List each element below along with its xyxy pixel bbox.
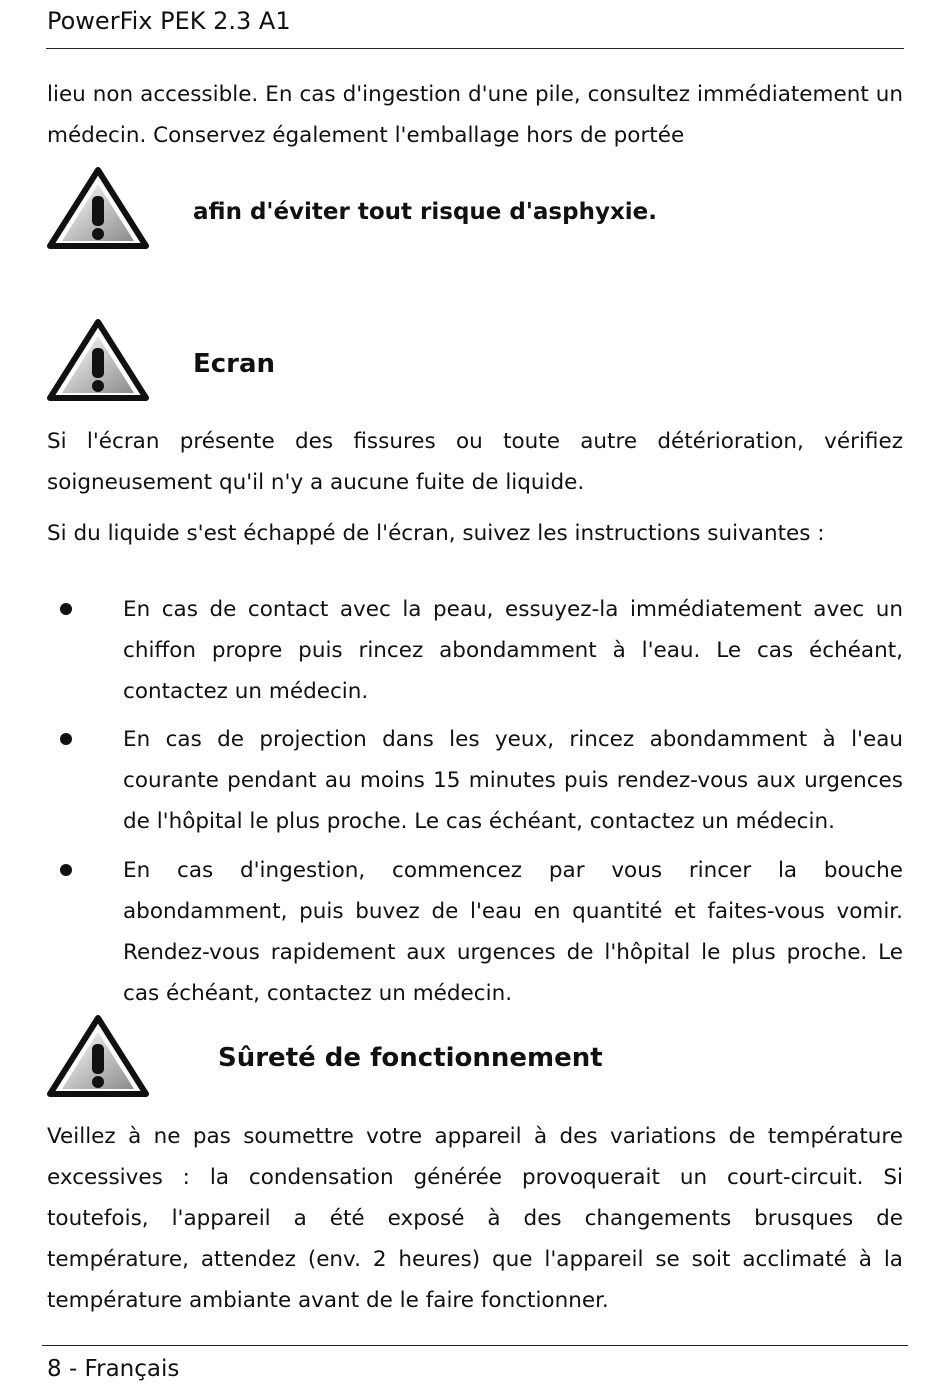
page-number: 8 - Français bbox=[47, 1356, 180, 1382]
bullet-dot bbox=[60, 603, 72, 615]
intro-line-1: lieu non accessible. En cas d'ingestion d'une pile, consultez immédiatement un bbox=[47, 82, 903, 107]
warning-triangle-icon bbox=[46, 1014, 150, 1100]
intro-line-2: médecin. Conservez également l'emballage hors de portée bbox=[47, 123, 685, 148]
list-item: En cas d'ingestion, commencez par vous rincer la bouche abondamment, puis buvez de l'eau en quantité et faites-vous vomir. Rendez-vous rapidement aux urgences de l'hôpital le plus proche. Le cas échéant, contactez un médecin. bbox=[123, 858, 903, 1006]
ecran-paragraph-2: Si du liquide s'est échappé de l'écran, suivez les instructions suivantes : bbox=[47, 521, 825, 546]
section-heading-ecran: Ecran bbox=[193, 349, 276, 379]
section-heading-surete: Sûreté de fonctionnement bbox=[218, 1043, 603, 1073]
bullet-dot bbox=[60, 733, 72, 745]
footer-divider bbox=[42, 1345, 908, 1346]
bullet-dot bbox=[60, 864, 72, 876]
asphyxia-warning-text: afin d'éviter tout risque d'asphyxie. bbox=[193, 199, 658, 225]
warning-triangle-icon bbox=[46, 166, 150, 252]
ecran-paragraph-1: Si l'écran présente des fissures ou toute autre détérioration, vérifiez soigneusement qu'il n'y a aucune fuite de liquide. bbox=[47, 429, 903, 495]
warning-triangle-icon bbox=[46, 318, 150, 404]
page-header-title: PowerFix PEK 2.3 A1 bbox=[47, 7, 291, 35]
header-divider bbox=[46, 48, 904, 49]
list-item: En cas de contact avec la peau, essuyez-la immédiatement avec un chiffon propre puis rincez abondamment à l'eau. Le cas échéant, contactez un médecin. bbox=[123, 597, 903, 704]
list-item: En cas de projection dans les yeux, rincez abondamment à l'eau courante pendant au moins 15 minutes puis rendez-vous aux urgences de l'hôpital le plus proche. Le cas échéant, contactez un médecin. bbox=[123, 727, 903, 834]
surete-paragraph: Veillez à ne pas soumettre votre appareil à des variations de température excessives : la condensation générée provoquerait un court-circuit. Si toutefois, l'appareil a été exposé à des changements brusques de température, attendez (env. 2 heures) que l'appareil se soit acclimaté à la température ambiante avant de le faire fonctionner. bbox=[47, 1124, 903, 1313]
